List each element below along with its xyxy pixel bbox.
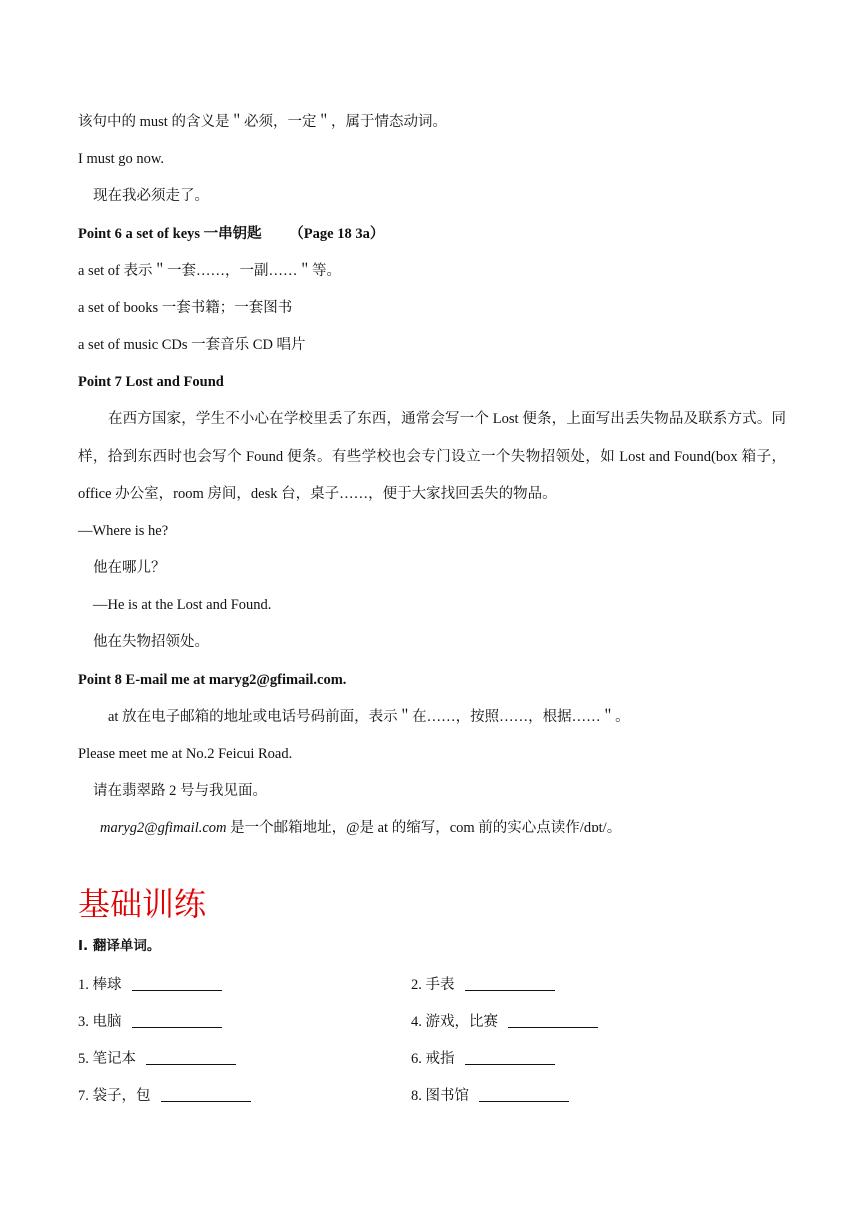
- question-text: 5. 笔记本: [78, 1051, 136, 1067]
- question-item: [411, 1012, 598, 1032]
- text-line: a set of 表示＂一套……，一副……＂等。: [78, 263, 341, 279]
- answer-blank[interactable]: [479, 1087, 569, 1102]
- point-7-paragraph: 在西方国家，学生不小心在学校里丢了东西，通常会写一个 Lost 便条，上面写出丢失物品及联系方式。同样，拾到东西时也会写个 Found 便条。有些学校也会专门设立一个失物招领处，如 Lost and Found(box 箱子，office 办公室，room 房间，desk 台，桌子……，便于大家找回丢失的物品。: [78, 411, 786, 502]
- text-line: 现在我必须走了。: [93, 188, 209, 204]
- dialogue-translation: 他在失物招领处。: [93, 634, 209, 650]
- question-item: [78, 1086, 251, 1106]
- text-line: a set of music CDs 一套音乐 CD 唱片: [78, 337, 306, 353]
- point-6-heading: [78, 224, 384, 244]
- question-item: [411, 1086, 569, 1106]
- text-line: a set of books 一套书籍；一套图书: [78, 300, 293, 316]
- answer-blank[interactable]: [508, 1013, 598, 1028]
- point-6-page-ref: （Page 18 3a）: [289, 226, 385, 242]
- exercise-subtitle: I. 翻译单词。: [78, 938, 161, 954]
- answer-blank[interactable]: [465, 1050, 555, 1065]
- question-item: [411, 975, 555, 995]
- point-6-title: Point 6 a set of keys 一串钥匙: [78, 226, 262, 242]
- question-text: 8. 图书馆: [411, 1088, 469, 1104]
- section-title: 基础训练: [78, 885, 207, 923]
- dialogue-line: —Where is he?: [78, 523, 169, 539]
- question-text: 1. 棒球: [78, 977, 122, 993]
- answer-blank[interactable]: [465, 976, 555, 991]
- email-explanation: [100, 818, 621, 838]
- email-address: maryg2@gfimail.com: [100, 820, 227, 836]
- email-explanation-text: 是一个邮箱地址，@是 at 的缩写，com 前的实心点读作/dɒt/。: [226, 820, 622, 836]
- question-text: 6. 戒指: [411, 1051, 455, 1067]
- text-line: 请在翡翠路 2 号与我见面。: [93, 783, 267, 799]
- answer-blank[interactable]: [161, 1087, 251, 1102]
- dialogue-translation: 他在哪儿？: [93, 560, 166, 576]
- question-item: [78, 975, 222, 995]
- text-line: I must go now.: [78, 151, 165, 167]
- answer-blank[interactable]: [146, 1050, 236, 1065]
- question-text: 4. 游戏，比赛: [411, 1014, 498, 1030]
- text-line: Please meet me at No.2 Feicui Road.: [78, 746, 293, 762]
- question-item: [78, 1049, 236, 1069]
- answer-blank[interactable]: [132, 1013, 222, 1028]
- question-text: 7. 袋子，包: [78, 1088, 151, 1104]
- answer-blank[interactable]: [132, 976, 222, 991]
- point-7-heading: Point 7 Lost and Found: [78, 374, 224, 390]
- question-item: [78, 1012, 222, 1032]
- text-line: at 放在电子邮箱的地址或电话号码前面，表示＂在……，按照……，根据……＂。: [108, 709, 630, 725]
- dialogue-line: —He is at the Lost and Found.: [93, 597, 272, 613]
- question-text: 2. 手表: [411, 977, 455, 993]
- text-line: 该句中的 must 的含义是＂必须，一定＂，属于情态动词。: [78, 114, 447, 130]
- question-item: [411, 1049, 555, 1069]
- question-text: 3. 电脑: [78, 1014, 122, 1030]
- point-8-heading: Point 8 E-mail me at maryg2@gfimail.com.: [78, 672, 347, 688]
